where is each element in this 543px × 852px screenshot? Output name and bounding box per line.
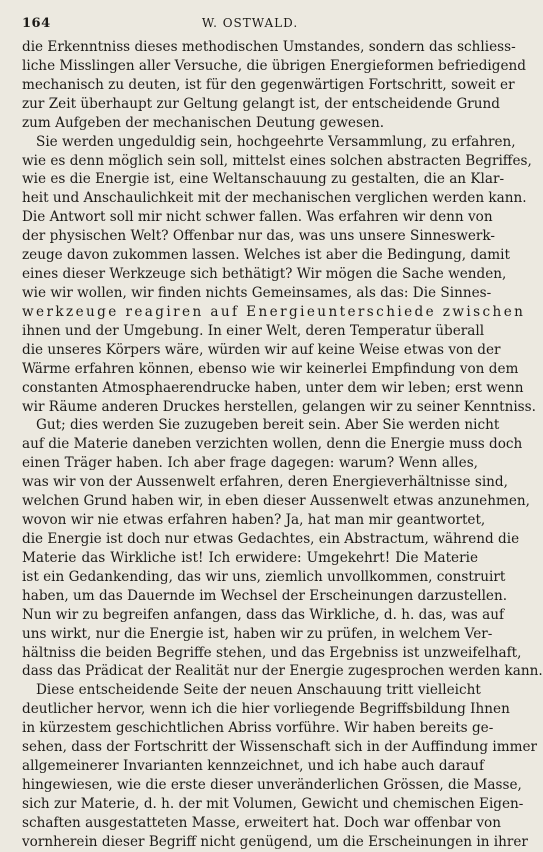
text-line: Gut; dies werden Sie zuzugeben bereit sein. Aber Sie werden nicht xyxy=(36,417,500,434)
text-line: schaften ausgestatteten Masse, erweitert hat. Doch war offenbar von xyxy=(22,814,501,831)
text-line: welchen Grund haben wir, in eben dieser Aussenwelt etwas anzunehmen, xyxy=(22,493,530,510)
text-line: haben, um das Dauernde im Wechsel der Erscheinungen darzustellen. xyxy=(22,587,508,604)
text-line: die Erkenntniss dieses methodischen Umstandes, sondern das schliess- xyxy=(22,39,516,55)
text-line: mechanisch zu deuten, ist für den gegenwärtigen Fortschritt, soweit er xyxy=(22,76,515,93)
text-line: werkzeuge reagiren auf Energieunterschiede zwischen xyxy=(22,303,526,320)
text-line: wie es die Energie ist, eine Weltanschauung zu gestalten, die an Klar- xyxy=(22,171,505,188)
text-line: eines dieser Werkzeuge sich bethätigt? Wir mögen die Sache wenden, xyxy=(22,266,507,283)
text-line: der physischen Welt? Offenbar nur das, was uns unsere Sinneswerk- xyxy=(22,228,495,245)
text-line: ist ein Gedankending, das wir uns, ziemlich unvollkommen, construirt xyxy=(22,568,506,585)
text-line: Die Antwort soll mir nicht schwer fallen. Was erfahren wir denn von xyxy=(22,209,493,226)
text-line: Diese entscheidende Seite der neuen Anschauung tritt vielleicht xyxy=(36,682,481,699)
text-line: die unseres Körpers wäre, würden wir auf keine Weise etwas von der xyxy=(22,341,501,358)
text-line: constanten Atmosphaerendrucke haben, unter dem wir leben; erst wenn xyxy=(22,379,524,396)
text-line: wie wir wollen, wir finden nichts Gemeinsames, als das: Die Sinnes- xyxy=(22,284,492,301)
page-number: 164 xyxy=(22,16,51,31)
text-line: deutlicher hervor, wenn ich die hier vorliegende Begriffsbildung Ihnen xyxy=(22,701,510,718)
text-line: uns wirkt, nur die Energie ist, haben wir zu prüfen, in welchem Ver- xyxy=(22,625,493,642)
text-line: Wärme erfahren können, ebenso wie wir keinerlei Empfindung von dem xyxy=(22,360,519,377)
text-line: sehen, dass der Fortschritt der Wissenschaft sich in der Auffindung immer xyxy=(22,739,538,756)
text-line: Materie das Wirkliche ist! Ich erwidere: Umgekehrt! Die Materie xyxy=(22,549,478,566)
text-line: liche Misslingen aller Versuche, die übrigen Energieformen befriedigend xyxy=(22,57,526,74)
page-header xyxy=(22,16,478,38)
text-line: wie es denn möglich sein soll, mittelst eines solchen abstracten Begriffes, xyxy=(22,152,532,169)
text-line: zum Aufgeben der mechanischen Deutung gewesen. xyxy=(22,114,385,131)
text-line: hingewiesen, wie die erste dieser unveränderlichen Grössen, die Masse, xyxy=(22,776,522,793)
text-line: die Energie ist doch nur etwas Gedachtes, ein Abstractum, während die xyxy=(22,530,520,547)
text-line: Nun wir zu begreifen anfangen, dass das Wirkliche, d. h. das, was auf xyxy=(22,606,504,623)
text-line: einen Träger haben. Ich aber frage dagegen: warum? Wenn alles, xyxy=(22,455,478,472)
text-line: wir Räume anderen Druckes herstellen, gelangen wir zu seiner Kenntniss. xyxy=(22,398,536,415)
text-line: in kürzestem geschichtlichen Abriss vorführe. Wir haben bereits ge- xyxy=(22,720,494,737)
running-head: W. OSTWALD. xyxy=(201,16,299,30)
text-line: hältniss die beiden Begriffe stehen, und das Ergebniss ist unzweifelhaft, xyxy=(22,644,522,661)
text-line: zeuge davon zukommen lassen. Welches ist aber die Bedingung, damit xyxy=(22,247,510,264)
text-line: zur Zeit überhaupt zur Geltung gelangt ist, der entscheidende Grund xyxy=(22,95,501,112)
body-text xyxy=(22,38,543,852)
text-line: dass das Prädicat der Realität nur der Energie zugesprochen werden kann. xyxy=(22,663,543,680)
text-line: heit und Anschaulichkeit mit der mechanischen verglichen werden kann. xyxy=(22,190,527,207)
text-line: Sie werden ungeduldig sein, hochgeehrte Versammlung, zu erfahren, xyxy=(36,133,516,150)
text-line: vornherein dieser Begriff nicht genügend, um die Erscheinungen in ihrer xyxy=(22,833,528,850)
text-line: ihnen und der Umgebung. In einer Welt, deren Temperatur überall xyxy=(22,322,485,339)
text-line: auf die Materie daneben verzichten wollen, denn die Energie muss doch xyxy=(22,436,523,453)
text-line: sich zur Materie, d. h. der mit Volumen, Gewicht und chemischen Eigen- xyxy=(22,795,524,812)
text-line: was wir von der Aussenwelt erfahren, deren Energieverhältnisse sind, xyxy=(22,474,508,491)
text-line: wovon wir nie etwas erfahren haben? Ja, hat man mir geantwortet, xyxy=(22,512,486,529)
text-line: allgemeinerer Invarianten kennzeichnet, und ich habe auch darauf xyxy=(22,758,485,775)
